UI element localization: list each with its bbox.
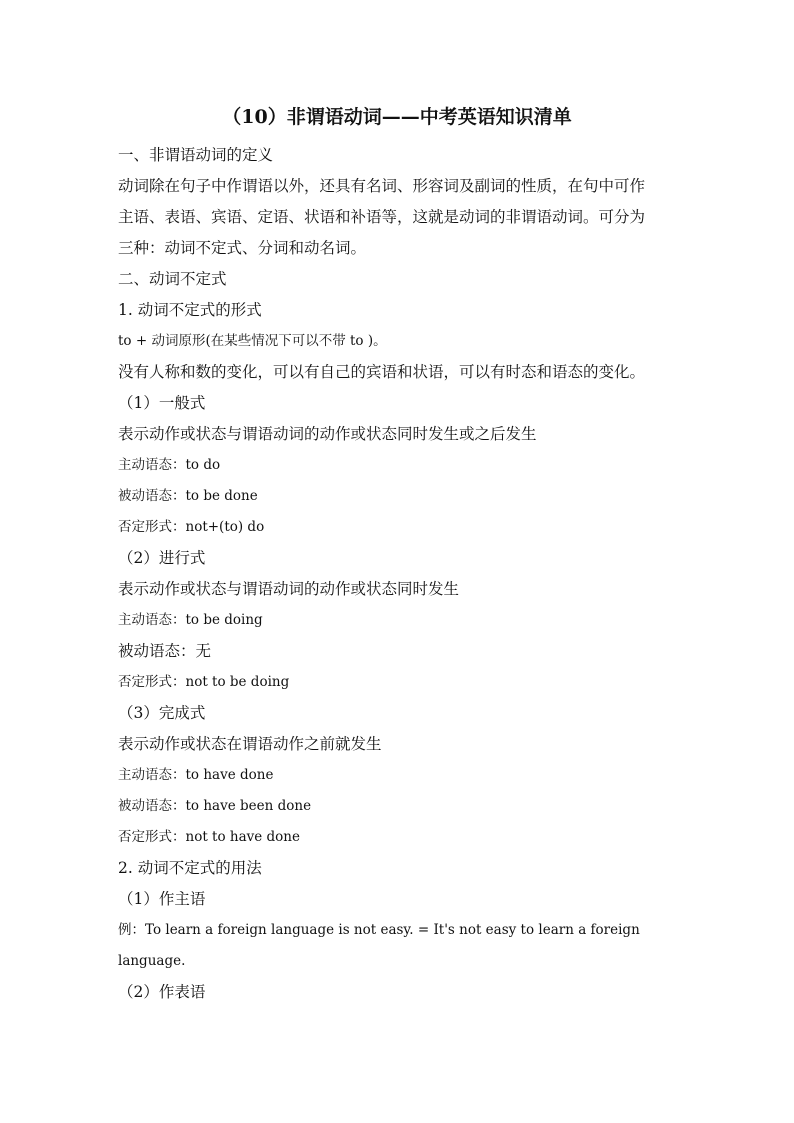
form-line: 被动语态：无 [118, 642, 212, 660]
paragraph-line: 表示动作或状态与谓语动词的动作或状态同时发生 [118, 580, 460, 598]
example-line: language. [118, 953, 186, 969]
document-title: （10）非谓语动词——中考英语知识清单 [222, 106, 572, 128]
paragraph-line: 没有人称和数的变化，可以有自己的宾语和状语，可以有时态和语态的变化。 [118, 363, 646, 381]
paragraph-line: to + 动词原形(在某些情况下可以不带 to )。 [118, 333, 387, 349]
section-heading: 二、动词不定式 [118, 270, 227, 288]
form-line: 被动语态：to be done [118, 488, 258, 504]
section-heading: 一、非谓语动词的定义 [118, 146, 274, 164]
example-line: 例：To learn a foreign language is not easy. = It's not easy to learn a foreign [118, 922, 640, 938]
form-line: 否定形式：not to be doing [118, 674, 290, 690]
form-line: 被动语态：to have been done [118, 798, 312, 814]
form-line: 主动语态：to be doing [118, 612, 263, 628]
paragraph-line: 表示动作或状态在谓语动作之前就发生 [118, 735, 382, 753]
form-line: 主动语态：to have done [118, 767, 274, 783]
document-body [118, 140, 678, 1008]
item-heading: （2）进行式 [118, 549, 206, 567]
paragraph-line: 主语、表语、宾语、定语、状语和补语等，这就是动词的非谓语动词。可分为 [118, 208, 646, 226]
form-line: 主动语态：to do [118, 457, 221, 473]
paragraph-line: 三种：动词不定式、分词和动名词。 [118, 239, 367, 257]
item-heading: （2）作表语 [118, 983, 206, 1001]
item-heading: （1）作主语 [118, 890, 206, 908]
subsection-heading: 2. 动词不定式的用法 [118, 859, 262, 877]
paragraph-line: 表示动作或状态与谓语动词的动作或状态同时发生或之后发生 [118, 425, 537, 443]
item-heading: （1）一般式 [118, 394, 206, 412]
form-line: 否定形式：not to have done [118, 829, 300, 845]
form-line: 否定形式：not+(to) do [118, 519, 265, 535]
subsection-heading: 1. 动词不定式的形式 [118, 301, 262, 319]
item-heading: （3）完成式 [118, 704, 206, 722]
paragraph-line: 动词除在句子中作谓语以外，还具有名词、形容词及副词的性质，在句中可作 [118, 177, 646, 195]
